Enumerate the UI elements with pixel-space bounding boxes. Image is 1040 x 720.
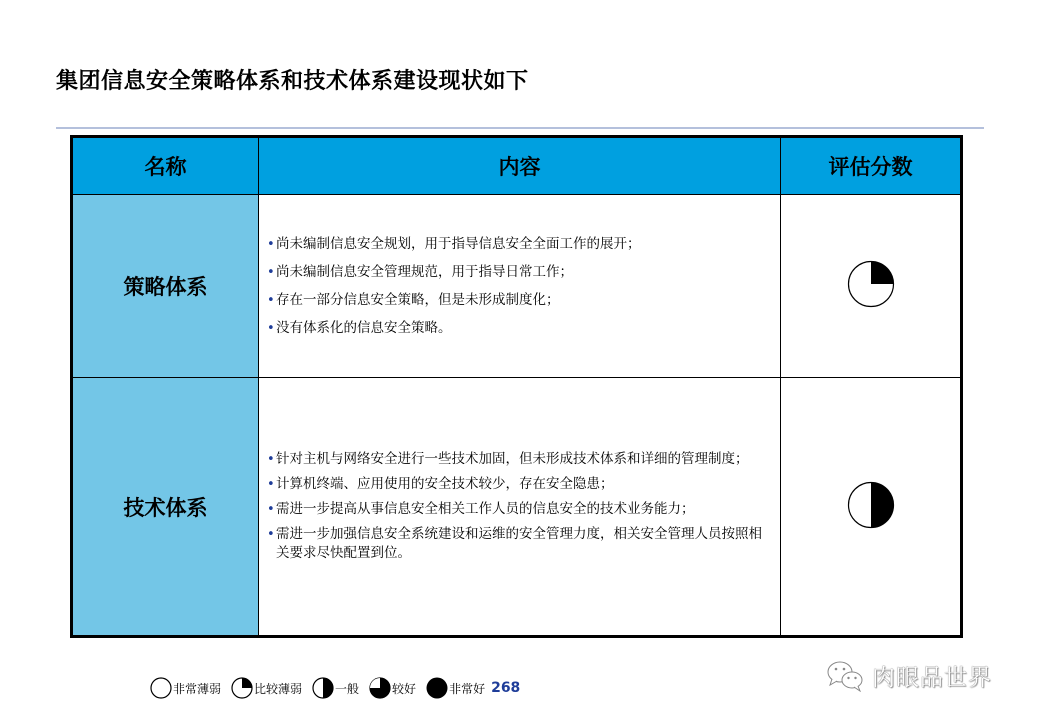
table-header-row bbox=[72, 137, 962, 195]
header-score: 评估分数 bbox=[781, 137, 962, 195]
legend-item bbox=[231, 677, 302, 699]
legend-label: 较好 bbox=[392, 681, 417, 696]
bullet-item: • 尚未编制信息安全管理规范，用于指导日常工作； bbox=[268, 263, 770, 282]
bullet-item: • 存在一部分信息安全策略，但是未形成制度化； bbox=[268, 291, 770, 310]
row-name-policy: 策略体系 bbox=[72, 195, 259, 378]
title-divider bbox=[56, 127, 984, 129]
wechat-icon bbox=[826, 660, 866, 692]
row-content-technology bbox=[259, 378, 781, 637]
bullet-item: • 没有体系化的信息安全策略。 bbox=[268, 319, 770, 338]
row-score-policy bbox=[781, 195, 962, 378]
legend-label: 非常好 bbox=[449, 681, 486, 696]
score-legend bbox=[150, 677, 520, 699]
page-title: 集团信息安全策略体系和技术体系建设现状如下 bbox=[56, 69, 529, 94]
half-filled-circle-icon bbox=[847, 481, 895, 529]
bullet-item: • 针对主机与网络安全进行一些技术加固，但未形成技术体系和详细的管理制度； bbox=[268, 450, 770, 469]
legend-item bbox=[150, 677, 221, 699]
bullet-list bbox=[268, 235, 770, 338]
bullet-item: • 尚未编制信息安全规划，用于指导信息安全全面工作的展开； bbox=[268, 235, 770, 254]
quarter-filled-circle-icon bbox=[847, 260, 895, 308]
page-number: 268 bbox=[491, 680, 521, 696]
full-circle-icon bbox=[426, 677, 448, 699]
empty-circle-icon bbox=[150, 677, 172, 699]
table-row bbox=[72, 378, 962, 637]
legend-item bbox=[369, 677, 416, 699]
row-score-technology bbox=[781, 378, 962, 637]
legend-label: 比较薄弱 bbox=[254, 681, 303, 696]
legend-item bbox=[312, 677, 359, 699]
bullet-item: • 计算机终端、应用使用的安全技术较少，存在安全隐患； bbox=[268, 475, 770, 494]
watermark-text: 肉眼品世界 bbox=[872, 665, 992, 691]
bullet-item: • 需进一步提高从事信息安全相关工作人员的信息安全的技术业务能力； bbox=[268, 500, 770, 519]
legend-label: 非常薄弱 bbox=[173, 681, 222, 696]
table-row bbox=[72, 195, 962, 378]
legend-item bbox=[426, 677, 485, 699]
three-quarter-filled-circle-icon bbox=[369, 677, 391, 699]
bullet-item: • 需进一步加强信息安全系统建设和运维的安全管理力度，相关安全管理人员按照相关要求尽快配置到位。 bbox=[268, 525, 770, 563]
half-filled-circle-icon bbox=[312, 677, 334, 699]
row-name-technology: 技术体系 bbox=[72, 378, 259, 637]
legend-label: 一般 bbox=[335, 681, 360, 696]
row-content-policy bbox=[259, 195, 781, 378]
header-content: 内容 bbox=[259, 137, 781, 195]
quarter-filled-circle-icon bbox=[231, 677, 253, 699]
assessment-table bbox=[70, 135, 963, 638]
bullet-list bbox=[268, 450, 770, 563]
watermark bbox=[826, 659, 992, 692]
header-name: 名称 bbox=[72, 137, 259, 195]
